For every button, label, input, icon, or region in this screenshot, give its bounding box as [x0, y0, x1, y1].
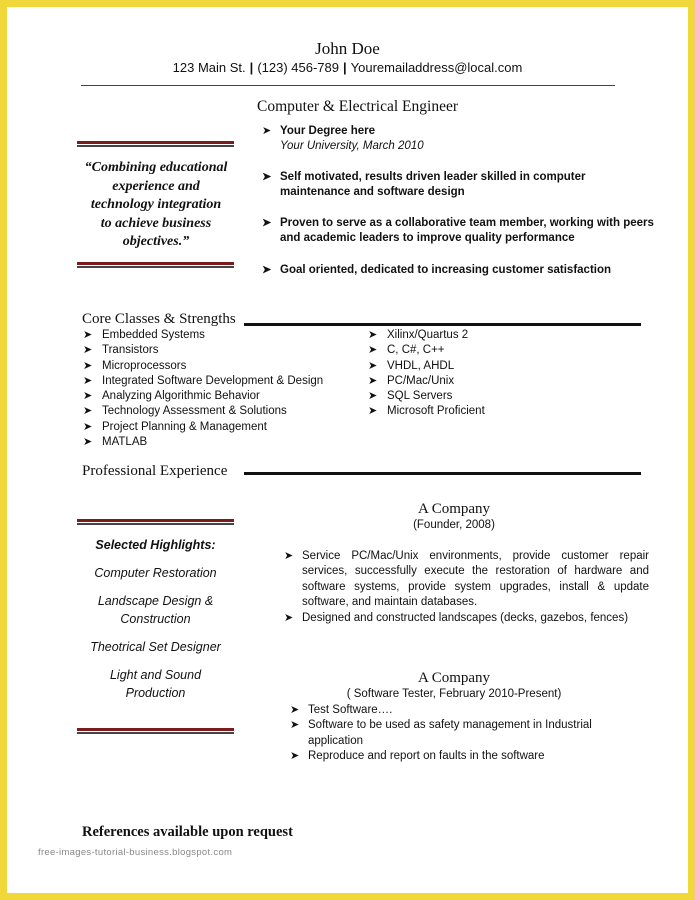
bullet-line: services, successfully execute the restoration of hardware and: [302, 565, 649, 578]
list-item: [367, 328, 617, 343]
highlights-rule-top: [77, 519, 234, 525]
item-label: Project Planning & Management: [102, 420, 267, 433]
item-label: SQL Servers: [387, 390, 453, 403]
arrow-bullet-icon: ➤: [290, 719, 300, 732]
bullet-line: Self motivated, results driven leader skilled in computer: [280, 170, 586, 183]
item-label: C, C#, C++: [387, 344, 445, 357]
quote-rule-bottom: [77, 262, 234, 268]
highlights-rule-bottom: [77, 728, 234, 734]
arrow-bullet-icon: ➤: [83, 329, 93, 341]
list-item: [287, 718, 647, 749]
highlights-title: Selected Highlights:: [95, 538, 216, 552]
arrow-bullet-icon: ➤: [290, 750, 300, 763]
arrow-bullet-icon: ➤: [368, 405, 378, 418]
highlight-item: Production: [125, 686, 186, 700]
bullet-line: software systems, provide system upgrades, install & update: [302, 580, 649, 593]
quote-line: to achieve business: [100, 215, 212, 231]
contact-line: [7, 60, 688, 75]
company-name: A Company: [417, 670, 491, 686]
experience-heading-rule: [244, 472, 641, 475]
degree: Your Degree here: [280, 125, 376, 137]
quote-line: objectives.”: [122, 234, 190, 249]
header-divider: [81, 85, 615, 86]
list-item: [82, 404, 362, 419]
arrow-bullet-icon: ➤: [368, 374, 378, 387]
separator: |: [249, 60, 254, 75]
candidate-name: John Doe: [315, 39, 380, 58]
quote-line: technology integration: [90, 197, 222, 212]
bullet-line: Goal oriented, dedicated to increasing customer satisfaction: [280, 264, 612, 277]
arrow-bullet-icon: ➤: [262, 170, 272, 183]
item-label: PC/Mac/Unix: [387, 374, 455, 387]
bullet-line: application: [308, 734, 363, 747]
list-item: [82, 359, 362, 374]
item-label: Microsoft Proficient: [387, 405, 485, 418]
company-name: A Company: [417, 501, 491, 517]
arrow-bullet-icon: ➤: [83, 374, 93, 387]
list-item: [367, 343, 617, 358]
highlight-item: Computer Restoration: [94, 566, 217, 580]
list-item: [287, 749, 647, 764]
highlight-item: Landscape Design &: [97, 594, 214, 608]
resume-page: [7, 7, 688, 893]
quote-line: “Combining educational: [84, 160, 228, 175]
profile-bullets: [259, 124, 659, 279]
address: 123 Main St.: [172, 60, 246, 75]
arrow-bullet-icon: ➤: [83, 405, 93, 418]
arrow-bullet-icon: ➤: [83, 344, 93, 357]
item-label: Microprocessors: [102, 359, 187, 372]
list-item: [82, 420, 362, 435]
core-heading: Core Classes & Strengths: [82, 311, 236, 327]
item-label: Technology Assessment & Solutions: [102, 405, 287, 418]
arrow-bullet-icon: ➤: [368, 359, 378, 372]
experience-heading: Professional Experience: [82, 463, 228, 479]
arrow-bullet-icon: ➤: [83, 420, 93, 433]
item-label: Embedded Systems: [102, 329, 205, 341]
list-item: [367, 359, 617, 374]
email: Youremailaddress@local.com: [350, 60, 523, 75]
arrow-bullet-icon: ➤: [262, 264, 272, 277]
job-bullets: [287, 703, 647, 765]
list-item: [82, 374, 362, 389]
highlights-panel: [77, 536, 234, 702]
arrow-bullet-icon: ➤: [284, 611, 294, 624]
core-list-left: [82, 328, 362, 450]
core-heading-rule: [244, 323, 641, 326]
list-item: [82, 435, 362, 450]
arrow-bullet-icon: ➤: [83, 359, 93, 372]
list-item: [82, 328, 362, 343]
list-item: [367, 389, 617, 404]
list-item: [259, 216, 659, 247]
list-item: [259, 263, 659, 278]
university: Your University, March 2010: [280, 140, 424, 153]
list-item: [259, 124, 659, 155]
item-label: MATLAB: [102, 436, 148, 449]
separator: |: [342, 60, 347, 75]
item-label: Analyzing Algorithmic Behavior: [102, 390, 260, 403]
job-bullets: [281, 549, 649, 626]
highlight-item: Construction: [120, 612, 191, 626]
item-label: Integrated Software Development & Design: [102, 374, 324, 387]
list-item: [287, 703, 647, 718]
watermark: free-images-tutorial-business.blogspot.com: [38, 847, 233, 858]
bullet-line: Designed and constructed landscapes (decks, gazebos, fences): [302, 611, 629, 624]
arrow-bullet-icon: ➤: [368, 390, 378, 403]
quote-line: experience and: [112, 178, 200, 194]
item-label: Transistors: [102, 344, 159, 357]
item-label: Xilinx/Quartus 2: [387, 329, 469, 341]
list-item: [367, 374, 617, 389]
highlight-item: Theotrical Set Designer: [90, 640, 221, 654]
arrow-bullet-icon: ➤: [368, 329, 378, 341]
bullet-line: Service PC/Mac/Unix environments, provide customer repair: [302, 550, 649, 562]
list-item: [367, 404, 617, 419]
references-note: References available upon request: [82, 824, 293, 840]
list-item: [259, 170, 659, 201]
job-title: Computer & Electrical Engineer: [257, 98, 458, 115]
arrow-bullet-icon: ➤: [83, 390, 93, 403]
list-item: [281, 549, 649, 611]
quote-rule-top: [77, 141, 234, 147]
company-role: ( Software Tester, February 2010-Present): [346, 688, 562, 700]
highlight-item: Light and Sound: [109, 668, 202, 682]
list-item: [82, 343, 362, 358]
bullet-line: Software to be used as safety management in Industrial: [308, 719, 592, 732]
arrow-bullet-icon: ➤: [262, 125, 272, 137]
item-label: VHDL, AHDL: [387, 359, 455, 372]
company-role: (Founder, 2008): [413, 519, 495, 531]
bullet-line: Test Software….: [308, 704, 393, 716]
bullet-line: and academic leaders to improve quality performance: [280, 232, 575, 245]
list-item: [82, 389, 362, 404]
arrow-bullet-icon: ➤: [284, 550, 294, 562]
core-list-right: [367, 328, 617, 420]
bullet-line: maintenance and software design: [280, 186, 465, 199]
list-item: [281, 611, 649, 626]
bullet-line: Reproduce and report on faults in the software: [308, 750, 545, 763]
arrow-bullet-icon: ➤: [368, 344, 378, 357]
arrow-bullet-icon: ➤: [83, 436, 93, 449]
bullet-line: software, and maintain databases.: [302, 596, 478, 609]
phone: (123) 456-789: [257, 60, 339, 75]
arrow-bullet-icon: ➤: [262, 216, 272, 229]
bullet-line: Proven to serve as a collaborative team member, working with peers: [280, 216, 654, 229]
arrow-bullet-icon: ➤: [290, 704, 300, 716]
profile-quote: [73, 159, 239, 252]
